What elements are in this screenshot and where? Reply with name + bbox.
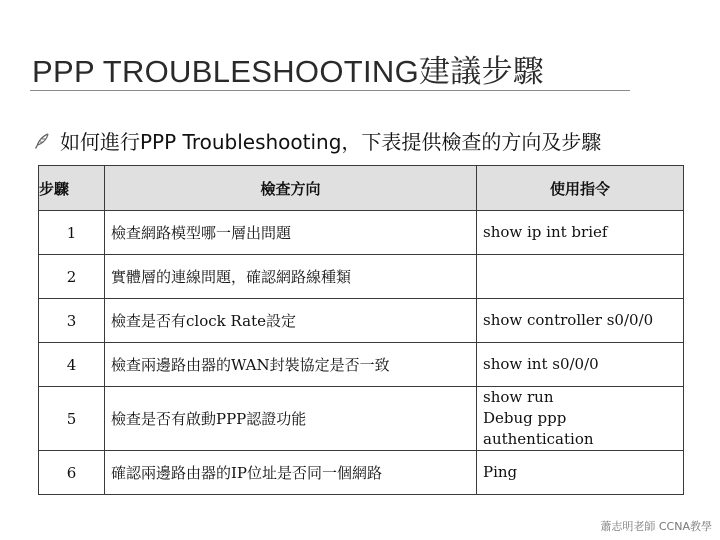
check-direction: 檢查是否有啟動PPP認證功能	[105, 387, 477, 451]
title-divider	[30, 90, 630, 91]
step-number: 3	[39, 299, 105, 343]
command-cell	[477, 451, 684, 495]
check-direction: 確認兩邊路由器的IP位址是否同一個網路	[105, 451, 477, 495]
command-text: show int s0/0/0	[483, 355, 599, 373]
table-row	[39, 343, 684, 387]
command-cell	[477, 211, 684, 255]
table-row	[39, 387, 684, 451]
step-number: 5	[39, 387, 105, 451]
header-step: 步驟	[39, 166, 105, 211]
table-row	[39, 299, 684, 343]
command-text: Ping	[483, 463, 518, 481]
check-direction: 檢查是否有clock Rate設定	[105, 299, 477, 343]
table-row	[39, 451, 684, 495]
check-direction: 實體層的連線問題，確認網路線種類	[105, 255, 477, 299]
header-command: 使用指令	[477, 166, 684, 211]
command-cell	[477, 343, 684, 387]
command-cell	[477, 255, 684, 299]
command-text: show ip int brief	[483, 223, 608, 241]
header-direction: 檢查方向	[105, 166, 477, 211]
quill-pen-icon	[34, 133, 50, 149]
footer-credit: 蕭志明老師 CCNA教學	[600, 520, 712, 533]
step-number: 6	[39, 451, 105, 495]
step-number: 2	[39, 255, 105, 299]
command-cell	[477, 387, 684, 451]
step-number: 4	[39, 343, 105, 387]
command-text: Debug ppp authentication	[483, 409, 594, 448]
troubleshooting-steps-table	[38, 165, 684, 495]
command-cell	[477, 299, 684, 343]
slide-title: PPP TROUBLESHOOTING建議步驟	[32, 54, 545, 89]
intro-bullet-text: 如何進行PPP Troubleshooting，下表提供檢查的方向及步驟	[60, 130, 602, 154]
check-direction: 檢查網路模型哪一層出問題	[105, 211, 477, 255]
command-text: show controller s0/0/0	[483, 311, 654, 329]
table-row	[39, 211, 684, 255]
step-number: 1	[39, 211, 105, 255]
table-header-row	[39, 166, 684, 211]
command-text: show run	[483, 388, 554, 406]
check-direction: 檢查兩邊路由器的WAN封裝協定是否一致	[105, 343, 477, 387]
table-row	[39, 255, 684, 299]
